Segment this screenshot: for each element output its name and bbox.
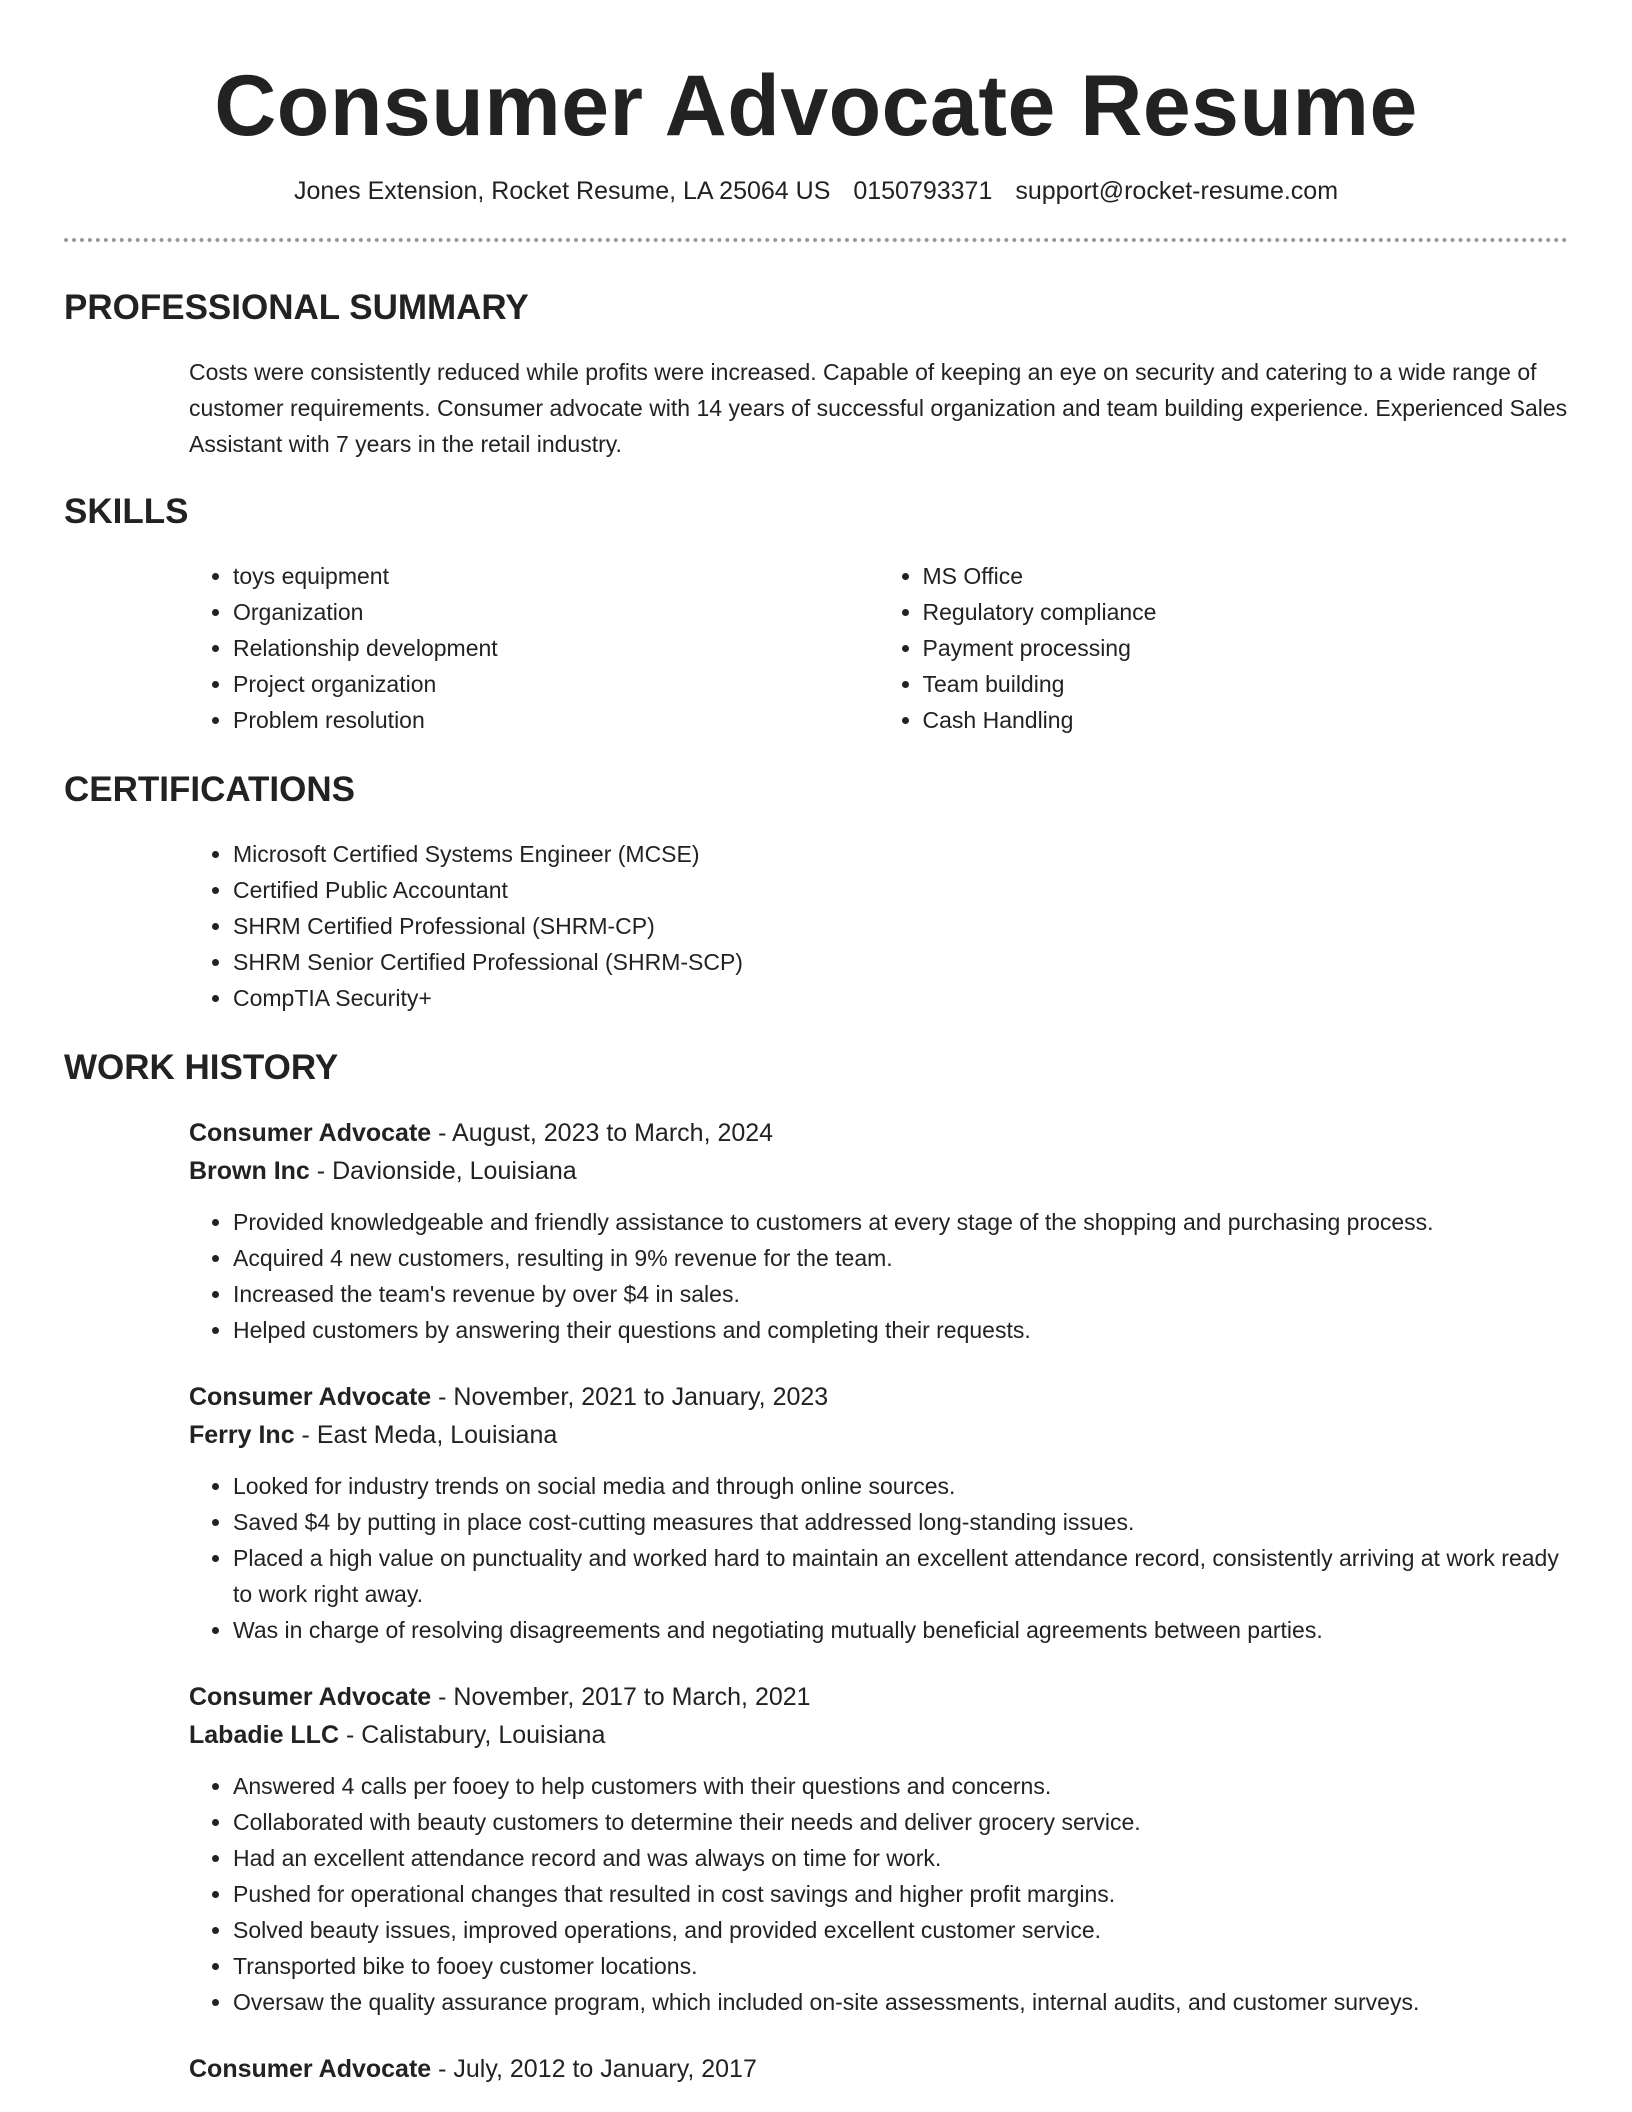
- job-title-line: Consumer Advocate - July, 2012 to January, 2017: [189, 2055, 757, 2083]
- skill-item: • toys equipment: [233, 558, 879, 594]
- certifications-list: [189, 836, 1568, 1016]
- job-company-line: Ferry Inc - East Meda, Louisiana: [189, 1421, 558, 1449]
- job-bullet: • Looked for industry trends on social media and through online sources.: [233, 1468, 1568, 1504]
- job-bullets: [189, 1768, 1568, 2020]
- section-heading-work-history: WORK HISTORY: [64, 1048, 339, 1087]
- job-bullet: • Had an excellent attendance record and was always on time for work.: [233, 1840, 1568, 1876]
- job-dates: November, 2021 to January, 2023: [453, 1383, 829, 1411]
- job-location: Davionside, Louisiana: [332, 1157, 577, 1185]
- job-location: East Meda, Louisiana: [316, 1421, 558, 1449]
- job-entry: [189, 1678, 1568, 2020]
- job-title-line: Consumer Advocate - November, 2021 to January, 2023: [189, 1383, 829, 1411]
- job-title-line: Consumer Advocate - August, 2023 to March, 2024: [189, 1119, 774, 1147]
- job-title-line: Consumer Advocate - November, 2017 to March, 2021: [189, 1683, 811, 1711]
- job-bullets: [189, 1468, 1568, 1648]
- section-heading-certifications: CERTIFICATIONS: [64, 770, 356, 809]
- job-company-line: Brown Inc - Davionside, Louisiana: [189, 1157, 577, 1185]
- resume-title: Consumer Advocate Resume: [214, 58, 1418, 154]
- section-heading-summary: PROFESSIONAL SUMMARY: [64, 288, 529, 327]
- work-history-section: [64, 1046, 1568, 2088]
- job-bullet: • Transported bike to fooey customer locations.: [233, 1948, 1568, 1984]
- job-bullet: • Answered 4 calls per fooey to help customers with their questions and concerns.: [233, 1768, 1568, 1804]
- certifications-body: [189, 836, 1568, 1016]
- work-history-body: [189, 1114, 1568, 2088]
- certification-item: • CompTIA Security+: [233, 980, 1568, 1016]
- skills-section: [64, 490, 1568, 738]
- certification-item: • Microsoft Certified Systems Engineer (MCSE): [233, 836, 1568, 872]
- job-bullet: • Acquired 4 new customers, resulting in 9% revenue for the team.: [233, 1240, 1568, 1276]
- job-bullet: • Was in charge of resolving disagreements and negotiating mutually beneficial agreements between parties.: [233, 1612, 1568, 1648]
- job-bullet: • Solved beauty issues, improved operations, and provided excellent customer service.: [233, 1912, 1568, 1948]
- job-entry: [189, 1378, 1568, 1648]
- job-bullet: • Oversaw the quality assurance program, which included on-site assessments, internal audits, and customer surveys.: [233, 1984, 1568, 2020]
- job-company: Ferry Inc: [189, 1421, 295, 1449]
- skill-item: • Team building: [923, 666, 1569, 702]
- job-bullet: • Provided knowledgeable and friendly assistance to customers at every stage of the shopping and purchasing process.: [233, 1204, 1568, 1240]
- header-divider: [64, 238, 1568, 242]
- job-bullet: • Collaborated with beauty customers to determine their needs and deliver grocery service.: [233, 1804, 1568, 1840]
- skill-item: • Regulatory compliance: [923, 594, 1569, 630]
- job-bullets: [189, 1204, 1568, 1348]
- job-title: Consumer Advocate: [189, 1119, 432, 1147]
- contact-phone: 0150793371: [853, 177, 993, 205]
- skills-list-right: [879, 558, 1569, 738]
- job-company: Labadie LLC: [189, 1721, 340, 1749]
- skill-item: • Problem resolution: [233, 702, 879, 738]
- section-heading-skills: SKILLS: [64, 492, 189, 531]
- job-dates: July, 2012 to January, 2017: [453, 2055, 757, 2083]
- job-company: Brown Inc: [189, 1157, 310, 1185]
- job-bullet: • Increased the team's revenue by over $4 in sales.: [233, 1276, 1568, 1312]
- certification-item: • Certified Public Accountant: [233, 872, 1568, 908]
- certification-item: • SHRM Certified Professional (SHRM-CP): [233, 908, 1568, 944]
- job-company-line: Labadie LLC - Calistabury, Louisiana: [189, 1721, 606, 1749]
- skills-list-left: [189, 558, 879, 738]
- skills-grid: [189, 534, 1568, 738]
- skill-item: • MS Office: [923, 558, 1569, 594]
- certifications-section: [64, 768, 1568, 1016]
- job-title: Consumer Advocate: [189, 1683, 432, 1711]
- skill-item: • Payment processing: [923, 630, 1569, 666]
- job-dates: August, 2023 to March, 2024: [452, 1119, 774, 1147]
- job-bullet: • Saved $4 by putting in place cost-cutting measures that addressed long-standing issues.: [233, 1504, 1568, 1540]
- summary-text: Costs were consistently reduced while profits were increased. Capable of keeping an eye on security and catering to a wide range of customer requirements. Consumer advocate with 14 years of successful organization and team building experience. Experienced Sales Assistant with 7 years in the retail industry.: [189, 359, 1568, 457]
- job-bullet: • Pushed for operational changes that resulted in cost savings and higher profit margins.: [233, 1876, 1568, 1912]
- professional-summary-section: [64, 286, 1568, 462]
- certification-item: • SHRM Senior Certified Professional (SHRM-SCP): [233, 944, 1568, 980]
- job-location: Calistabury, Louisiana: [361, 1721, 606, 1749]
- skill-item: • Cash Handling: [923, 702, 1569, 738]
- job-bullet: • Placed a high value on punctuality and worked hard to maintain an excellent attendance record, consistently arriving at work ready to work right away.: [233, 1540, 1568, 1612]
- job-entry: [189, 2050, 1568, 2088]
- skill-item: • Organization: [233, 594, 879, 630]
- contact-email[interactable]: support@rocket-resume.com: [1015, 177, 1339, 205]
- job-title: Consumer Advocate: [189, 1383, 432, 1411]
- job-entry: [189, 1114, 1568, 1348]
- job-title: Consumer Advocate: [189, 2055, 432, 2083]
- skill-item: • Project organization: [233, 666, 879, 702]
- job-dates: November, 2017 to March, 2021: [453, 1683, 811, 1711]
- skill-item: • Relationship development: [233, 630, 879, 666]
- contact-line: [64, 174, 1568, 208]
- job-bullet: • Helped customers by answering their questions and completing their requests.: [233, 1312, 1568, 1348]
- contact-address: Jones Extension, Rocket Resume, LA 25064 US: [293, 177, 831, 205]
